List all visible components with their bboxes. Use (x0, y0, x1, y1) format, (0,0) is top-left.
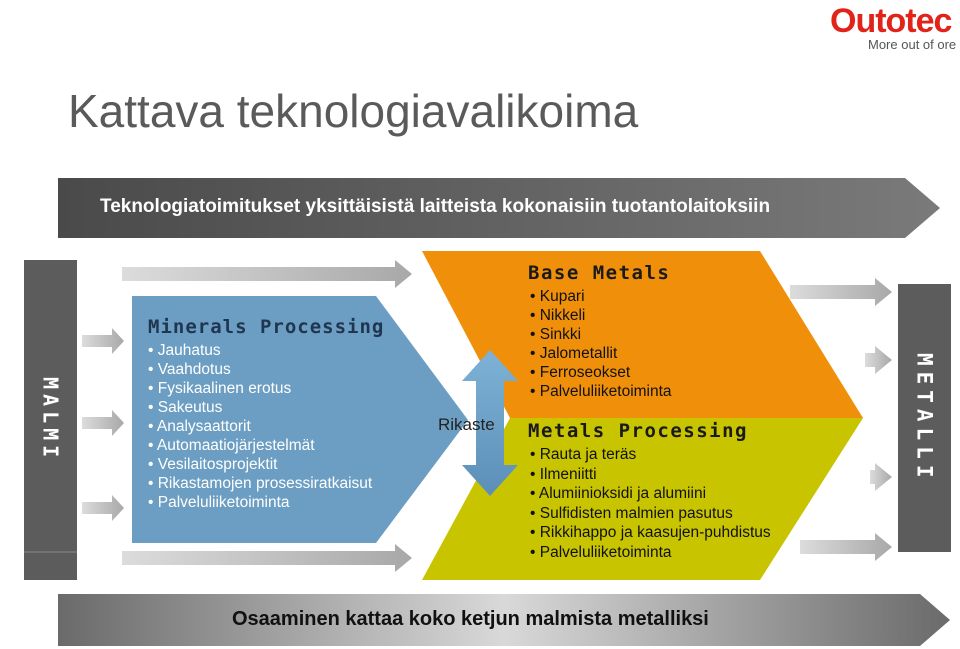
minerals-processing-list (148, 341, 372, 512)
metals-processing-heading: Metals Processing (528, 420, 748, 442)
list-item: • Jauhatus (148, 341, 372, 360)
list-item: • Sinkki (530, 325, 672, 344)
logo-tagline: More out of ore (868, 37, 957, 52)
list-item: • Rikastamojen prosessiratkaisut (148, 474, 372, 493)
list-item: • Palveluliiketoiminta (530, 382, 672, 401)
list-item: • Ilmeniitti (530, 465, 810, 485)
bottom-banner-label: Osaaminen kattaa koko ketjun malmista metalliksi (232, 608, 709, 630)
malmi-label-box (24, 260, 77, 580)
base-metals-heading: Base Metals (528, 262, 671, 284)
metals-processing-list (530, 445, 810, 562)
list-item: • Automaatiojärjestelmät (148, 436, 372, 455)
list-item: • Sulfidisten malmien pasutus (530, 504, 810, 524)
list-item: • Vesilaitosprojektit (148, 455, 372, 474)
input-arrows (82, 328, 124, 521)
list-item: • Vaahdotus (148, 360, 372, 379)
list-item: • Rauta ja teräs (530, 445, 810, 465)
rikaste-label: Rikaste (438, 415, 495, 434)
list-item: • Palveluliiketoiminta (530, 543, 810, 563)
top-banner-label: Teknologiatoimitukset yksittäisistä laitteista kokonaisiin tuotantolaitoksiin (100, 196, 771, 217)
minerals-processing-heading: Minerals Processing (148, 316, 385, 338)
list-item: • Kupari (530, 287, 672, 306)
base-metals-list (530, 287, 672, 401)
metalli-label-box (898, 284, 951, 552)
metalli-label: METALLI (912, 352, 937, 484)
list-item: • Alumiinioksidi ja alumiini (530, 484, 810, 504)
outotec-logo: Outotec (830, 2, 952, 40)
list-item: • Jalometallit (530, 344, 672, 363)
list-item: • Analysaattorit (148, 417, 372, 436)
list-item: • Nikkeli (530, 306, 672, 325)
malmi-label: MALMI (38, 377, 63, 463)
list-item: • Fysikaalinen erotus (148, 379, 372, 398)
list-item: • Palveluliiketoiminta (148, 493, 372, 512)
list-item: • Sakeutus (148, 398, 372, 417)
list-item: • Rikkihappo ja kaasujen-puhdistus (530, 523, 779, 543)
page-title: Kattava teknologiavalikoima (68, 85, 639, 137)
list-item: • Ferroseokset (530, 363, 672, 382)
